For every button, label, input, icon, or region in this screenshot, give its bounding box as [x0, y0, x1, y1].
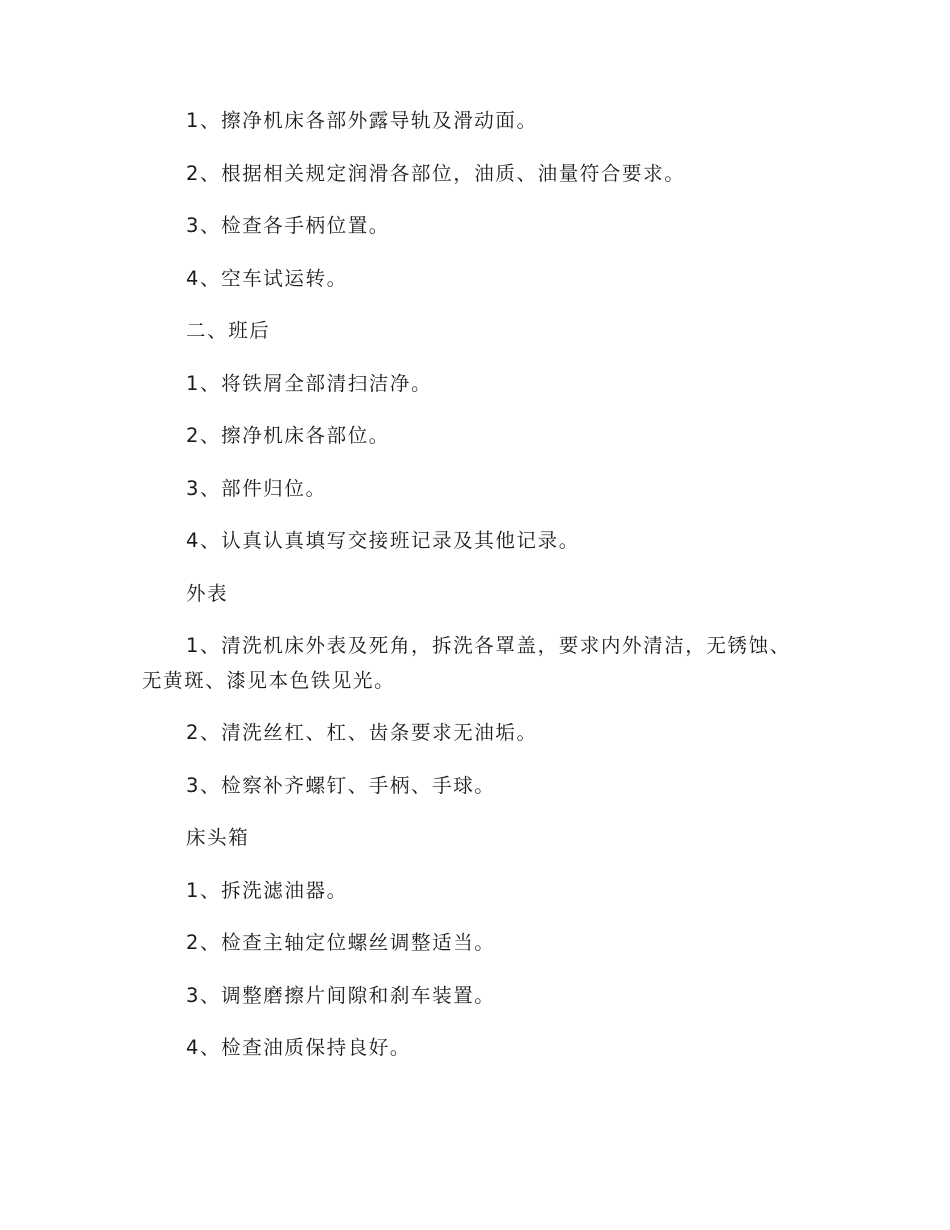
paragraph: 3、调整磨擦片间隙和刹车装置。 [186, 983, 496, 1007]
paragraph: 1、清洗机床外表及死角，拆洗各罩盖，要求内外清洁，无锈蚀、无黄斑、漆见本色铁见光。 [142, 634, 791, 692]
paragraph: 4、检查油质保持良好。 [186, 1036, 412, 1059]
paragraph: 1、将铁屑全部清扫洁净。 [186, 371, 433, 395]
paragraph: 2、根据相关规定润滑各部位，油质、油量符合要求。 [186, 161, 686, 185]
paragraph: 1、擦净机床各部外露导轨及滑动面。 [186, 109, 538, 132]
paragraph: 4、认真认真填写交接班记录及其他记录。 [186, 529, 580, 552]
document-body [142, 104, 810, 1084]
section-heading: 外表 [186, 581, 229, 605]
paragraph: 3、部件归位。 [186, 476, 327, 500]
paragraph: 4、空车试运转。 [186, 266, 348, 290]
section-heading: 床头箱 [186, 826, 250, 849]
paragraph: 3、检查各手柄位置。 [186, 214, 390, 237]
paragraph: 2、擦净机床各部位。 [186, 424, 390, 447]
paragraph: 3、检察补齐螺钉、手柄、手球。 [186, 773, 496, 797]
paragraph: 1、拆洗滤油器。 [186, 878, 348, 902]
paragraph: 2、检查主轴定位螺丝调整适当。 [186, 931, 496, 954]
section-heading: 二、班后 [186, 319, 271, 342]
paragraph: 2、清洗丝杠、杠、齿条要求无油垢。 [186, 721, 538, 744]
